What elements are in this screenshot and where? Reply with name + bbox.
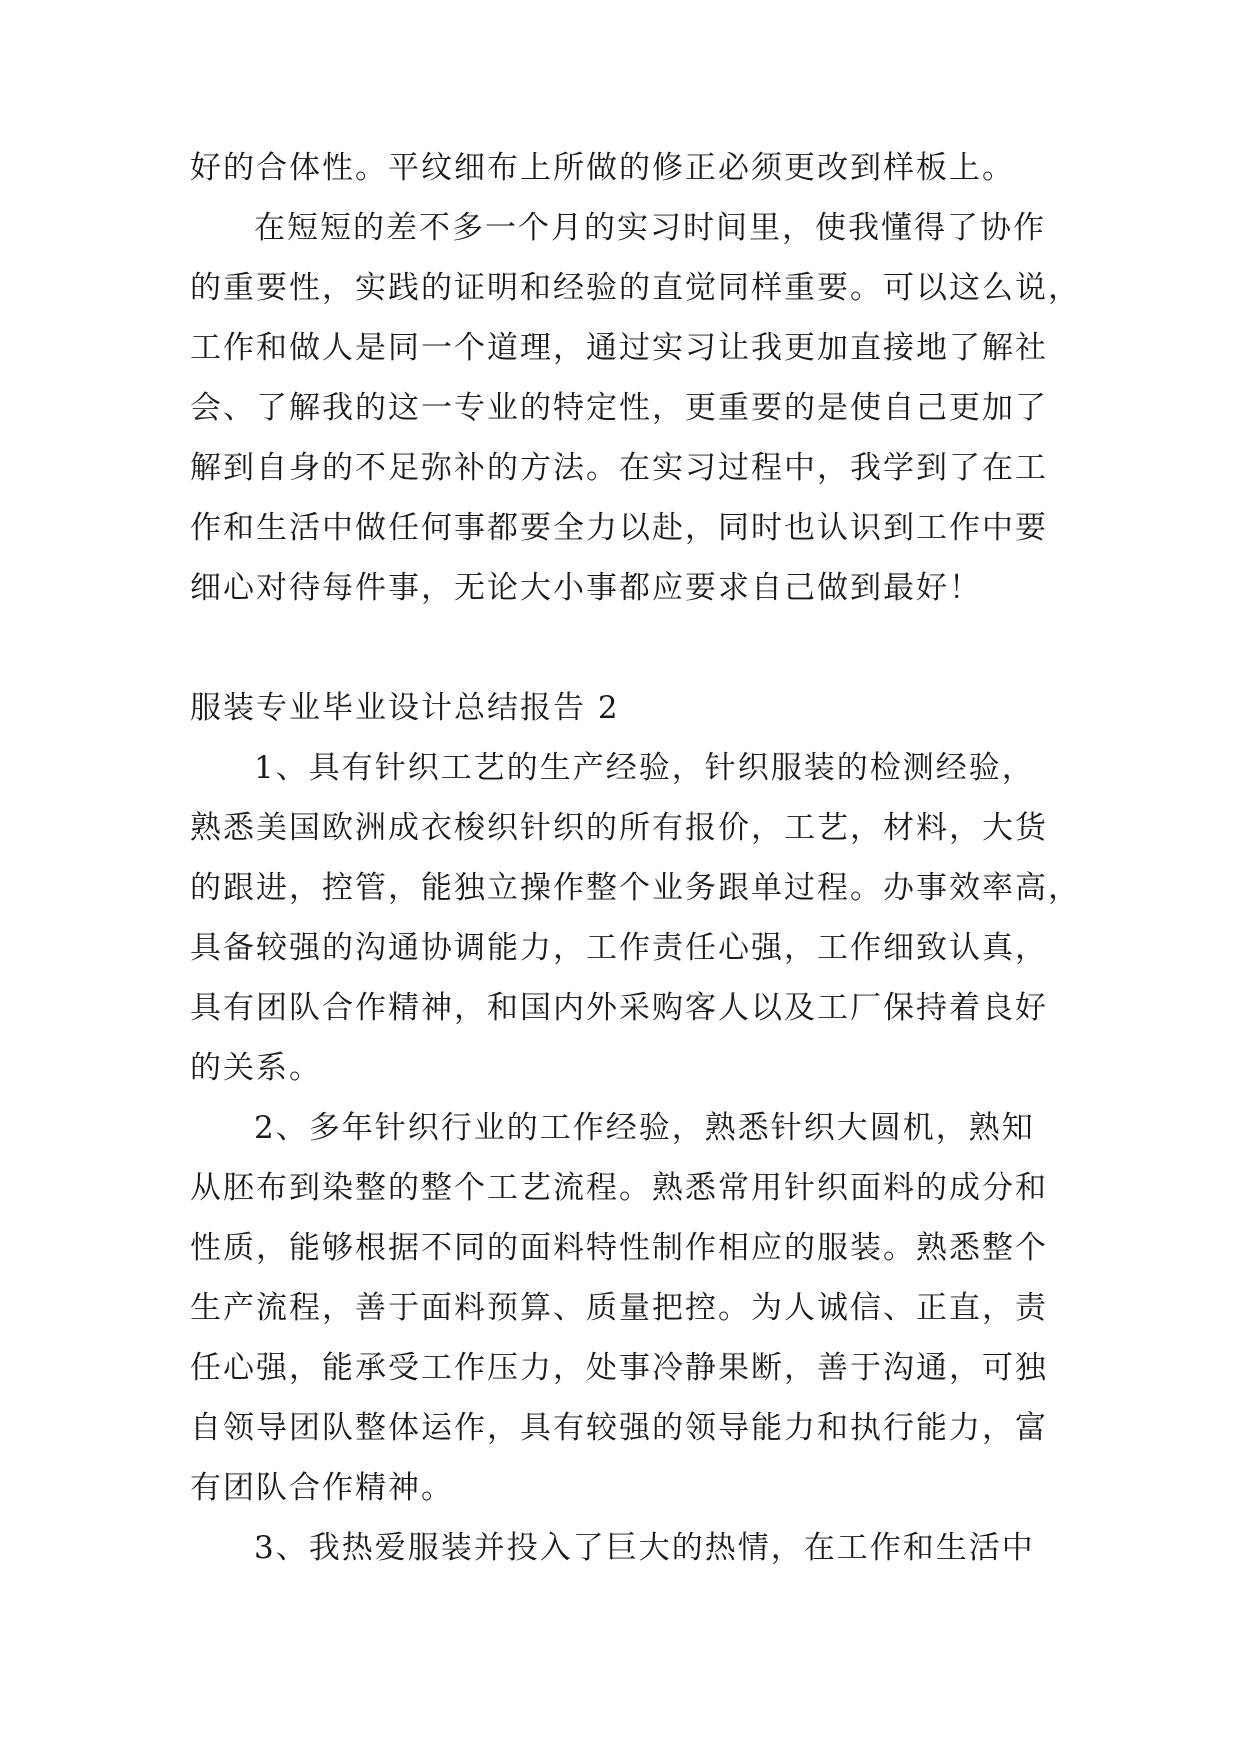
paragraph-line: 的重要性，实践的证明和经验的直觉同样重要。可以这么说，	[190, 270, 1081, 306]
paragraph-line: 细心对待每件事，无论大小事都应要求自己做到最好！	[190, 570, 982, 606]
paragraph-line: 3、我热爱服装并投入了巨大的热情，在工作和生活中	[254, 1530, 1035, 1566]
paragraph-line: 有团队合作精神。	[190, 1470, 454, 1506]
paragraph-line: 作和生活中做任何事都要全力以赴，同时也认识到工作中要	[190, 510, 1048, 546]
paragraph-line: 的关系。	[190, 1050, 322, 1086]
paragraph-line: 在短短的差不多一个月的实习时间里，使我懂得了协作	[254, 210, 1046, 246]
paragraph-line: 从胚布到染整的整个工艺流程。熟悉常用针织面料的成分和	[190, 1170, 1048, 1206]
paragraph-line: 工作和做人是同一个道理，通过实习让我更加直接地了解社	[190, 330, 1048, 366]
paragraph-line: 好的合体性。平纹细布上所做的修正必须更改到样板上。	[190, 150, 1015, 186]
paragraph-line: 任心强，能承受工作压力，处事冷静果断，善于沟通，可独	[190, 1350, 1048, 1386]
paragraph-line: 具有团队合作精神，和国内外采购客人以及工厂保持着良好	[190, 990, 1048, 1026]
paragraph-line: 解到自身的不足弥补的方法。在实习过程中，我学到了在工	[190, 450, 1048, 486]
paragraph-line: 自领导团队整体运作，具有较强的领导能力和执行能力，富	[190, 1410, 1048, 1446]
paragraph-line: 熟悉美国欧洲成衣梭织针织的所有报价，工艺，材料，大货	[190, 810, 1048, 846]
paragraph-line: 1、具有针织工艺的生产经验，针织服装的检测经验，	[254, 750, 1035, 786]
paragraph-line: 2、多年针织行业的工作经验，熟悉针织大圆机，熟知	[254, 1110, 1035, 1146]
paragraph-line: 会、了解我的这一专业的特定性，更重要的是使自己更加了	[190, 390, 1048, 426]
paragraph-line: 生产流程，善于面料预算、质量把控。为人诚信、正直，责	[190, 1290, 1048, 1326]
paragraph-line: 具备较强的沟通协调能力，工作责任心强，工作细致认真，	[190, 930, 1048, 966]
paragraph-line: 的跟进，控管，能独立操作整个业务跟单过程。办事效率高，	[190, 870, 1081, 906]
paragraph-line: 性质，能够根据不同的面料特性制作相应的服装。熟悉整个	[190, 1230, 1048, 1266]
section-heading: 服装专业毕业设计总结报告 2	[190, 690, 620, 726]
